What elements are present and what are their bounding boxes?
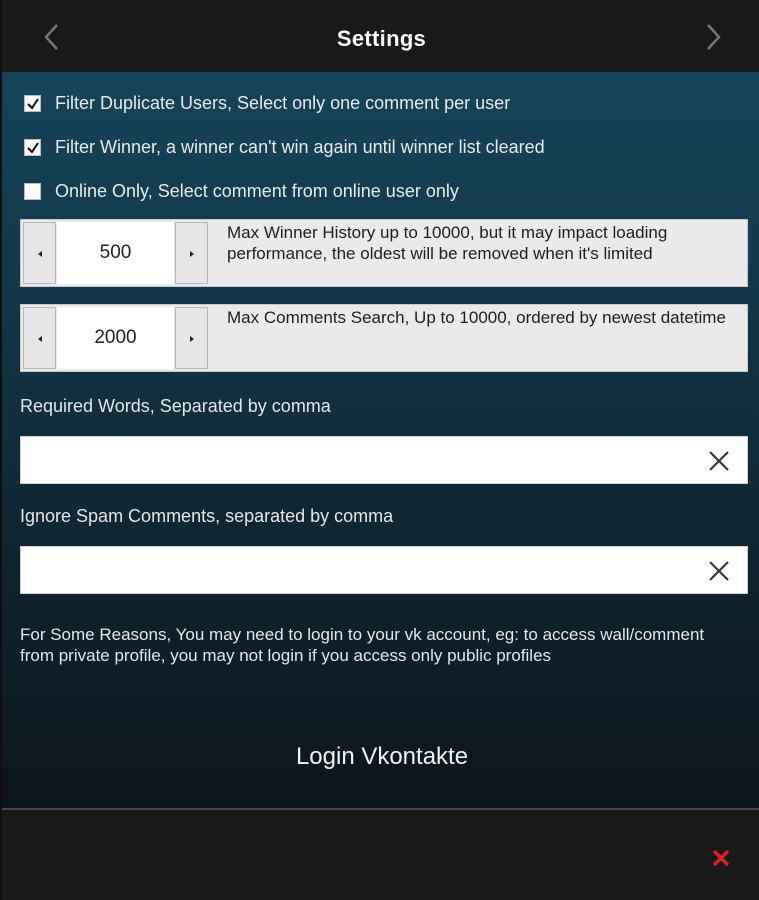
footer-bar <box>2 808 759 900</box>
filter-duplicate-checkbox[interactable] <box>24 95 41 112</box>
decrement-button[interactable] <box>23 222 56 284</box>
max-comments-search-input[interactable] <box>57 307 174 369</box>
arrow-left-icon <box>36 250 44 258</box>
checkmark-icon <box>26 97 40 111</box>
required-words-label: Required Words, Separated by comma <box>20 396 331 416</box>
max-winner-history-description: Max Winner History up to 10000, but it may impact loading performance, the oldest will be removed when it's limited <box>227 223 668 263</box>
required-words-field <box>20 436 748 484</box>
max-winner-history-row <box>20 219 748 287</box>
option-label: Filter Duplicate Users, Select only one comment per user <box>55 92 511 113</box>
ignore-spam-label: Ignore Spam Comments, separated by comma <box>20 506 394 526</box>
increment-button[interactable] <box>175 307 208 369</box>
ignore-spam-input[interactable] <box>29 555 693 587</box>
login-info-text: For Some Reasons, You may need to login to your vk account, eg: to access wall/comment from private profile, you may not login if you access only public profiles <box>20 625 705 665</box>
option-online-only[interactable] <box>24 179 459 203</box>
filter-winner-checkbox[interactable] <box>24 139 41 156</box>
arrow-left-icon <box>36 335 44 343</box>
ignore-spam-field <box>20 546 748 594</box>
option-label: Online Only, Select comment from online user only <box>55 180 459 201</box>
option-filter-winner[interactable] <box>24 135 545 159</box>
login-vkontakte-button[interactable]: Login Vkontakte <box>295 743 469 770</box>
settings-panel <box>2 72 759 808</box>
chevron-right-icon[interactable] <box>701 22 725 52</box>
decrement-button[interactable] <box>23 307 56 369</box>
max-comments-search-description: Max Comments Search, Up to 10000, ordered by newest datetime <box>227 308 726 327</box>
max-winner-history-input[interactable] <box>57 222 174 284</box>
option-filter-duplicate-users[interactable] <box>24 91 510 115</box>
increment-button[interactable] <box>175 222 208 284</box>
header-bar <box>2 0 759 73</box>
arrow-right-icon <box>188 250 196 258</box>
page-title: Settings <box>336 26 427 51</box>
close-icon[interactable] <box>711 848 735 872</box>
online-only-checkbox[interactable] <box>24 183 41 200</box>
required-words-input[interactable] <box>29 445 693 477</box>
clear-icon[interactable] <box>707 449 731 473</box>
max-comments-search-row <box>20 304 748 372</box>
clear-icon[interactable] <box>707 559 731 583</box>
arrow-right-icon <box>188 335 196 343</box>
checkmark-icon <box>26 141 40 155</box>
option-label: Filter Winner, a winner can't win again until winner list cleared <box>55 136 545 157</box>
